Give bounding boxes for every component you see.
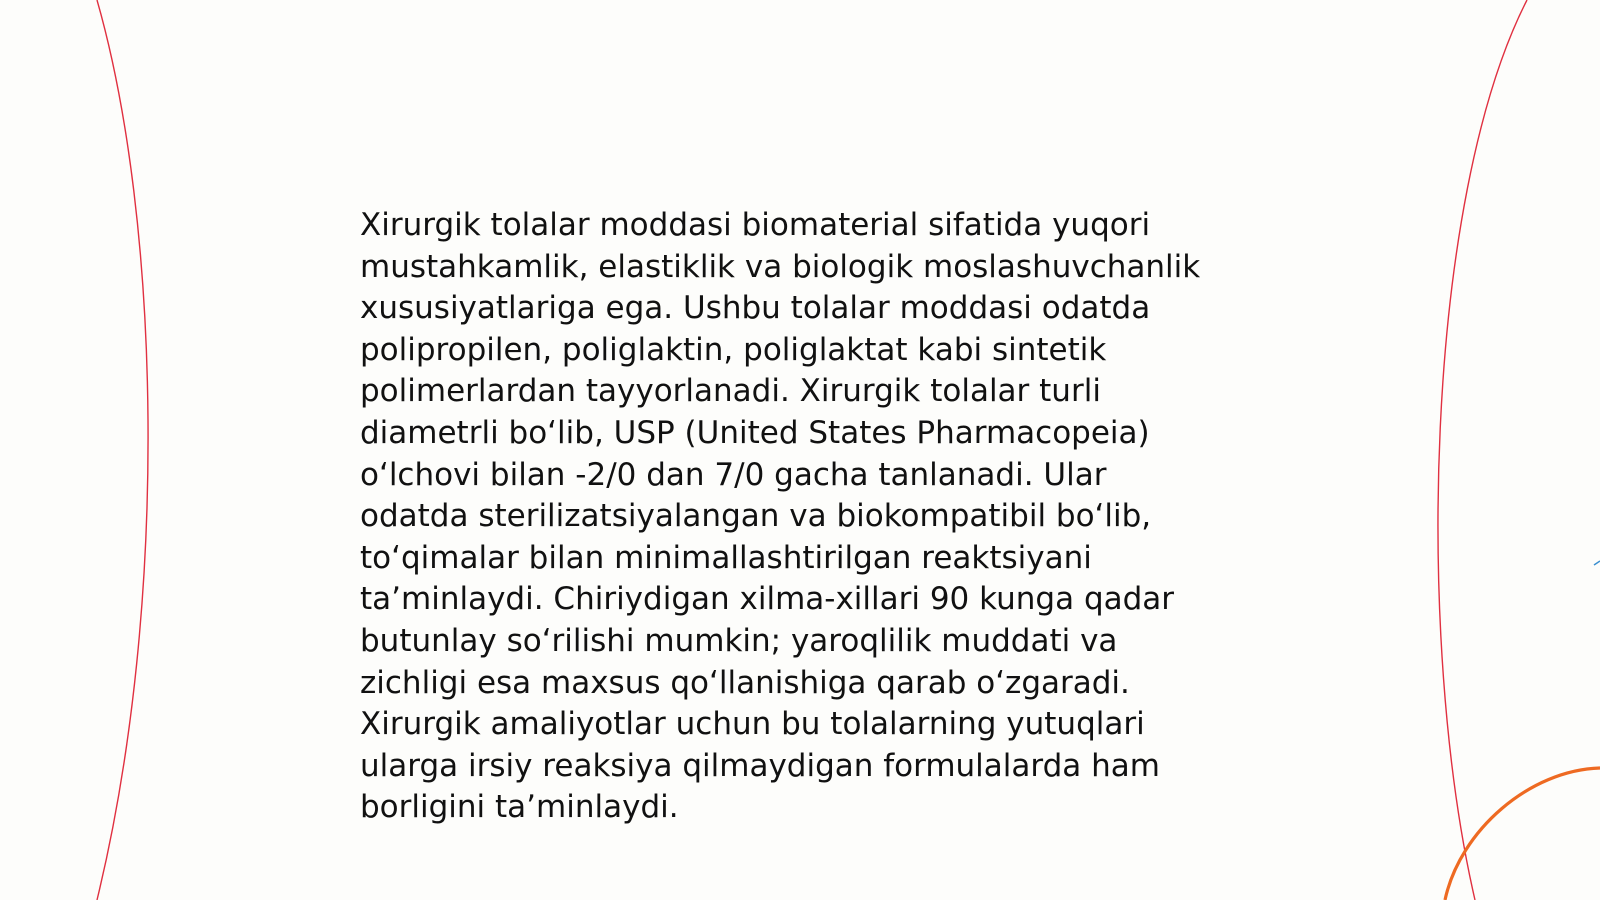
paragraph-line: Xirurgik amaliyotlar uchun bu tolalarning yutuqlari <box>360 706 1145 743</box>
right-arc <box>1438 0 1527 900</box>
orange-circle-arc <box>1445 768 1600 900</box>
paragraph-line: ta’minlaydi. Chiriydigan xilma-xillari 90 kunga qadar <box>360 581 1175 618</box>
paragraph-line: butunlay so‘rilishi mumkin; yaroqlilik muddati va <box>360 622 1118 659</box>
paragraph-line: xususiyatlariga ega. Ushbu tolalar moddasi odatda <box>360 290 1151 327</box>
paragraph-line: borligini ta’minlaydi. <box>360 789 679 826</box>
paragraph-line: polimerlardan tayyorlanadi. Xirurgik tolalar turli <box>360 373 1101 410</box>
paragraph-line: diametrli bo‘lib, USP (United States Pharmacopeia) <box>360 414 1150 451</box>
paragraph-line: odatda sterilizatsiyalangan va biokompatibil bo‘lib, <box>360 498 1152 535</box>
paragraph-line: Xirurgik tolalar moddasi biomaterial sifatida yuqori <box>360 207 1151 243</box>
paragraph-line: mustahkamlik, elastiklik va biologik moslashuvchanlik <box>360 248 1201 285</box>
body-paragraph <box>360 205 1260 829</box>
blue-tick-mark <box>1594 561 1600 565</box>
paragraph-line: polipropilen, poliglaktin, poliglaktat kabi sintetik <box>360 331 1107 368</box>
paragraph-line: ularga irsiy reaksiya qilmaydigan formulalarda ham <box>360 747 1160 784</box>
paragraph-line: o‘lchovi bilan -2/0 dan 7/0 gacha tanlanadi. Ular <box>360 456 1107 493</box>
left-arc <box>97 0 148 900</box>
paragraph-line: zichligi esa maxsus qo‘llanishiga qarab o‘zgaradi. <box>360 664 1130 701</box>
paragraph-line: to‘qimalar bilan minimallashtirilgan reaktsiyani <box>360 539 1092 576</box>
